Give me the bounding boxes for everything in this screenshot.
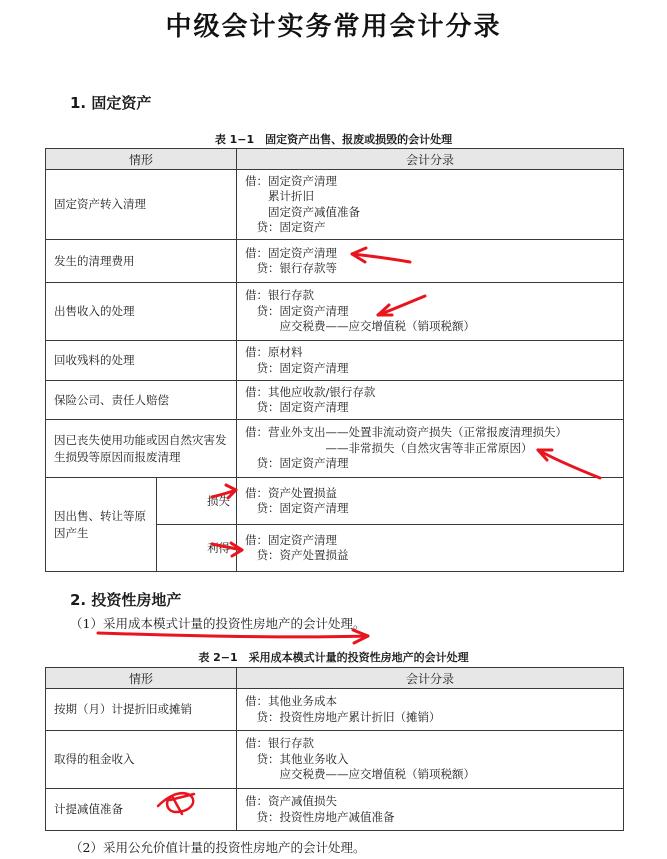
situation-cell: 回收残料的处理 <box>54 353 135 367</box>
table-row <box>46 478 624 525</box>
situation-cell: 固定资产转入清理 <box>54 197 146 211</box>
situation-cell: 按期（月）计提折旧或摊销 <box>54 702 192 716</box>
subcase-label-gain: 利得 <box>207 540 231 555</box>
situation-cell: 保险公司、责任人赔偿 <box>54 392 169 407</box>
table-2-1-caption: 表 2−1 采用成本模式计量的投资性房地产的会计处理 <box>198 651 469 664</box>
entry-line: 贷：投资性房地产累计折旧（摊销） <box>245 709 441 724</box>
entry-line: 借：资产处置损益 <box>245 485 338 500</box>
table-row <box>46 170 624 240</box>
entry-line: 贷：固定资产清理 <box>245 360 349 375</box>
table-header-row <box>46 668 624 689</box>
entry-line: 借：固定资产清理 <box>245 532 338 547</box>
table-row <box>46 731 624 789</box>
entry-line: 借：银行存款 <box>245 736 314 751</box>
header-situation: 情形 <box>46 668 237 689</box>
entry-line: 贷：资产处置损益 <box>245 548 349 562</box>
section-heading-fixed-assets: 1. 固定资产 <box>70 94 152 112</box>
situation-cell: 取得的租金收入 <box>54 752 135 766</box>
table-row <box>46 420 624 478</box>
header-situation: 情形 <box>46 149 237 170</box>
entry-cell <box>237 691 623 728</box>
entry-line: 借：其他业务成本 <box>245 694 337 708</box>
situation-cell: 出售收入的处理 <box>54 304 135 318</box>
entry-line: ——非常损失（自然灾害等非正常原因） <box>245 440 533 455</box>
entry-line: 应交税费——应交增值税（销项税额） <box>245 767 475 782</box>
table-row <box>46 689 624 731</box>
entry-cell <box>237 530 623 567</box>
entry-cell <box>237 791 623 828</box>
entry-cell <box>237 382 623 419</box>
entry-line: 借：银行存款 <box>245 288 315 303</box>
entry-cell <box>237 171 623 239</box>
entry-line: 借：营业外支出——处置非流动资产损失（正常报废清理损失） <box>245 425 568 440</box>
table-row <box>46 381 624 420</box>
table-2-1 <box>45 667 624 831</box>
entry-line: 贷：投资性房地产减值准备 <box>245 809 395 824</box>
table-row <box>46 789 624 831</box>
paragraph-fair-value-model: （2）采用公允价值计量的投资性房地产的会计处理。 <box>70 840 366 855</box>
situation-cell: 发生的清理费用 <box>54 253 135 268</box>
entry-line: 借：资产减值损失 <box>245 794 337 808</box>
situation-cell: 计提减值准备 <box>54 802 123 816</box>
entry-line: 借：固定资产清理 <box>245 173 338 188</box>
entry-line: 贷：固定资产清理 <box>245 400 349 414</box>
entry-cell <box>237 285 623 338</box>
entry-line: 固定资产减值准备 <box>245 204 361 219</box>
entry-line: 应交税费——应交增值税（销项税额） <box>245 319 476 334</box>
entry-line: 贷：固定资产 <box>245 220 326 234</box>
entry-line: 贷：固定资产清理 <box>245 501 349 515</box>
header-entry: 会计分录 <box>237 149 624 170</box>
entry-line: 借：固定资产清理 <box>245 245 338 260</box>
entry-line: 贷：固定资产清理 <box>245 303 349 318</box>
entry-line: 借：原材料 <box>245 345 303 359</box>
entry-cell <box>237 422 623 475</box>
entry-cell <box>237 483 623 520</box>
paragraph-cost-model: （1）采用成本模式计量的投资性房地产的会计处理。 <box>70 616 366 631</box>
entry-line: 累计折旧 <box>245 189 315 203</box>
entry-cell <box>237 342 623 379</box>
entry-cell <box>237 733 623 786</box>
section-heading-investment-property: 2. 投资性房地产 <box>70 591 182 609</box>
entry-cell <box>237 243 623 280</box>
entry-line: 借：其他应收款/银行存款 <box>245 384 376 399</box>
entry-line: 贷：其他业务收入 <box>245 751 349 766</box>
arrow-stroke <box>98 633 368 637</box>
table-row <box>46 240 624 283</box>
table-row <box>46 283 624 341</box>
table-header-row <box>46 149 624 170</box>
entry-line: 贷：固定资产清理 <box>245 456 349 471</box>
situation-cell: 因出售、转让等原因产生 <box>54 508 146 540</box>
table-1-1-caption: 表 1−1 固定资产出售、报废或损毁的会计处理 <box>214 133 453 146</box>
situation-cell: 因已丧失使用功能或因自然灾害发生损毁等原因而报废清理 <box>54 432 227 464</box>
entry-line: 贷：银行存款等 <box>245 261 338 275</box>
document-title: 中级会计实务常用会计分录 <box>165 12 502 42</box>
header-entry: 会计分录 <box>237 668 624 689</box>
table-row <box>46 341 624 381</box>
table-1-1 <box>45 148 624 572</box>
subcase-label-loss: 损失 <box>207 493 231 508</box>
